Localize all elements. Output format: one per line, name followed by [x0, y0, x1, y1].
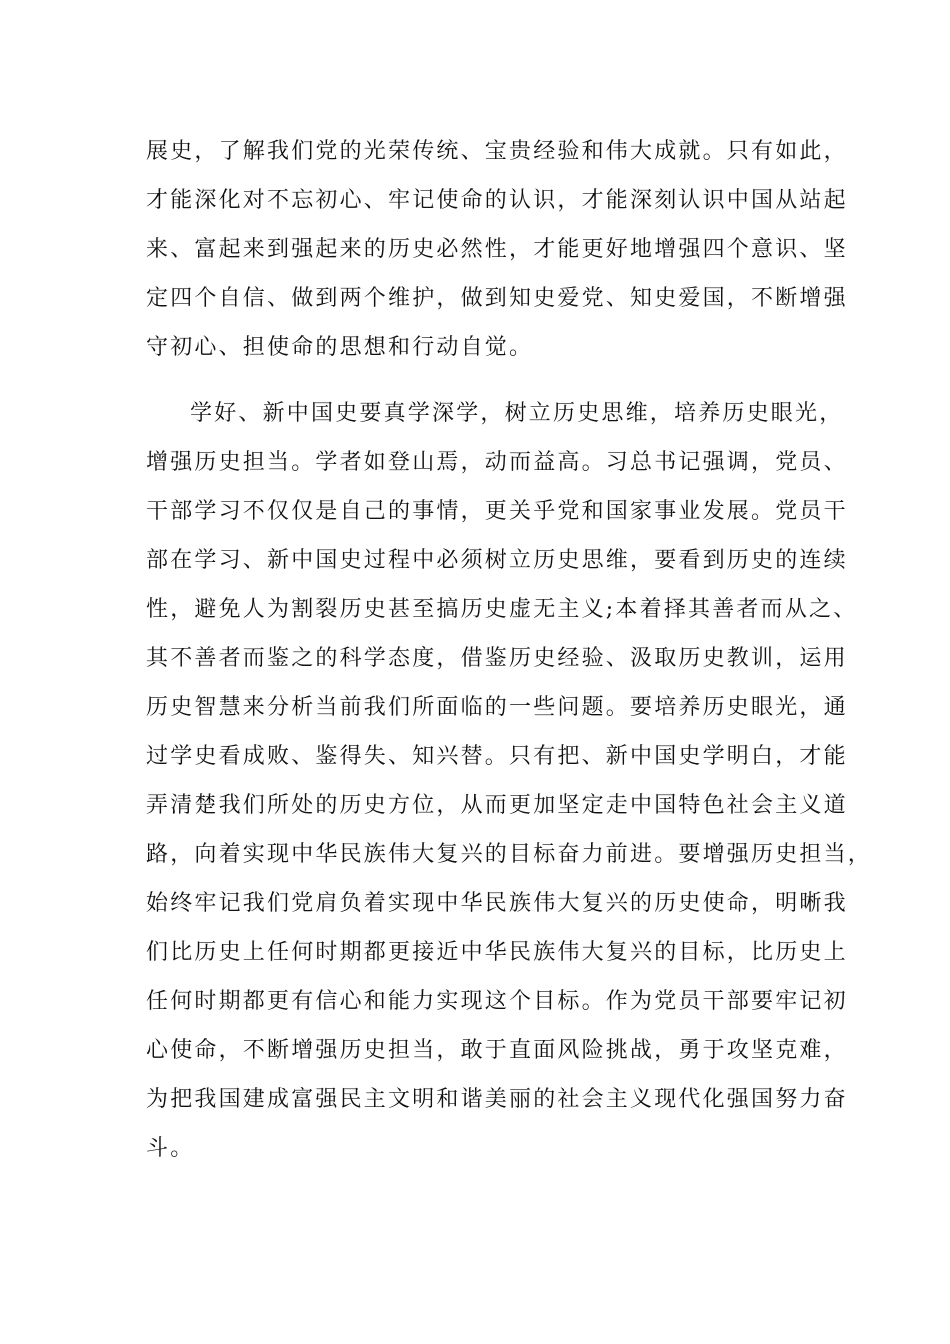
paragraph-2-line-4: 部在学习、新中国史过程中必须树立历史思维，要看到历史的连续 [146, 548, 848, 573]
paragraph-2-line-1: 学好、新中国史要真学深学，树立历史思维，培养历史眼光， [190, 401, 844, 426]
paragraph-1-line-1: 展史，了解我们党的光荣传统、宝贵经验和伟大成就。只有如此， [146, 139, 848, 164]
paragraph-1-line-3: 来、富起来到强起来的历史必然性，才能更好地增强四个意识、坚 [146, 237, 848, 262]
paragraph-2-line-3: 干部学习不仅仅是自己的事情，更关乎党和国家事业发展。党员干 [146, 499, 848, 524]
paragraph-2-line-10: 路，向着实现中华民族伟大复兴的目标奋力前进。要增强历史担当， [146, 842, 873, 867]
paragraph-2-line-13: 任何时期都更有信心和能力实现这个目标。作为党员干部要牢记初 [146, 989, 848, 1014]
paragraph-1-line-2: 才能深化对不忘初心、牢记使命的认识，才能深刻认识中国从站起 [146, 188, 848, 213]
paragraph-2-line-6: 其不善者而鉴之的科学态度，借鉴历史经验、汲取历史教训，运用 [146, 646, 848, 671]
paragraph-2-line-2: 增强历史担当。学者如登山焉，动而益高。习总书记强调，党员、 [146, 450, 848, 475]
paragraph-2-line-16: 斗。 [146, 1136, 195, 1161]
paragraph-2-line-7: 历史智慧来分析当前我们所面临的一些问题。要培养历史眼光，通 [146, 695, 848, 720]
paragraph-2-line-5: 性，避免人为割裂历史甚至搞历史虚无主义;本着择其善者而从之、 [146, 597, 858, 622]
paragraph-2-line-14: 心使命，不断增强历史担当，敢于直面风险挑战，勇于攻坚克难， [146, 1038, 848, 1063]
paragraph-2-line-8: 过学史看成败、鉴得失、知兴替。只有把、新中国史学明白，才能 [146, 744, 848, 769]
paragraph-1-line-5: 守初心、担使命的思想和行动自觉。 [146, 335, 534, 360]
paragraph-1-line-4: 定四个自信、做到两个维护，做到知史爱党、知史爱国，不断增强 [146, 286, 848, 311]
paragraph-2-line-15: 为把我国建成富强民主文明和谐美丽的社会主义现代化强国努力奋 [146, 1087, 848, 1112]
paragraph-2-line-11: 始终牢记我们党肩负着实现中华民族伟大复兴的历史使命，明晰我 [146, 891, 848, 916]
paragraph-2-line-9: 弄清楚我们所处的历史方位，从而更加坚定走中国特色社会主义道 [146, 793, 848, 818]
paragraph-2-line-12: 们比历史上任何时期都更接近中华民族伟大复兴的目标，比历史上 [146, 940, 848, 965]
